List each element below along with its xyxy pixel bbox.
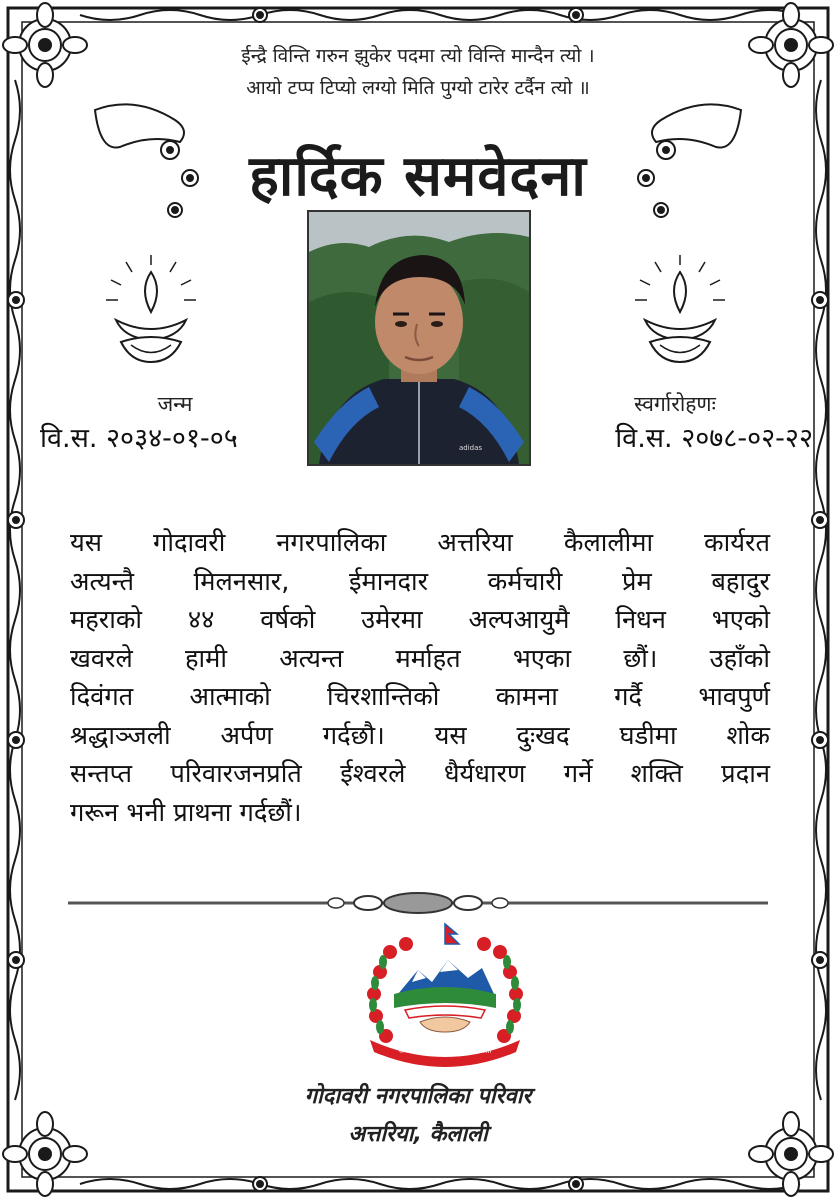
page-title: हार्दिक समवेदना	[249, 144, 587, 209]
message-line: गरून भनी प्राथना गर्दछौं।	[70, 797, 302, 828]
svg-text:adidas: adidas	[459, 444, 483, 452]
message-line: अत्यन्तै मिलनसार, ईमानदार कर्मचारी प्रेम बहादुर	[70, 566, 770, 597]
message-line: यस गोदावरी नगरपालिका अत्तरिया कैलालीमा कार्यरत	[70, 528, 770, 558]
organization-name: गोदावरी नगरपालिका परिवार	[304, 1084, 532, 1109]
message-line: श्रद्धाञ्जली अर्पण गर्दछौ। यस दुःखद घडीमा शोक	[70, 720, 770, 751]
verse-line-1: ईन्द्रै विन्ति गरुन झुकेर पदमा त्यो विन्ति मान्दैन त्यो ।	[241, 45, 595, 67]
ornamental-divider	[68, 890, 768, 916]
condolence-message	[70, 524, 770, 832]
message-line: महराको ४४ वर्षको उमेरमा अल्पआयुमै निधन भएको	[70, 605, 770, 635]
death-date: वि.स. २०७८-०२-२२	[615, 423, 813, 454]
emblem-motto: जननी जन्मभूमिश्च स्वर्गादपि गरीयसी	[398, 1047, 492, 1055]
message-line: सन्तप्त परिवारजनप्रति ईश्वरले धैर्यधारण गर्ने शक्ति प्रदान	[70, 759, 770, 789]
birth-date: वि.स. २०३४-०१-०५	[40, 423, 238, 454]
birth-label: जन्म	[157, 392, 193, 416]
message-line: खवरले हामी अत्यन्त मर्माहत भएका छौं। उहाँको	[70, 643, 770, 674]
death-label: स्वर्गारोहणः	[634, 392, 716, 416]
oil-lamp-icon	[96, 250, 206, 370]
oil-lamp-icon	[625, 250, 735, 370]
verse-line-2: आयो टप्प टिप्यो लग्यो मिति पुग्यो टारेर टर्दैन त्यो ॥	[246, 77, 590, 99]
message-line: दिवंगत आत्माको चिरशान्तिको कामना गर्दै भावपुर्ण	[70, 682, 770, 712]
organization-place: अत्तरिया, कैलाली	[348, 1122, 488, 1147]
government-emblem-icon	[350, 922, 540, 1068]
portrait-photo	[307, 210, 531, 466]
